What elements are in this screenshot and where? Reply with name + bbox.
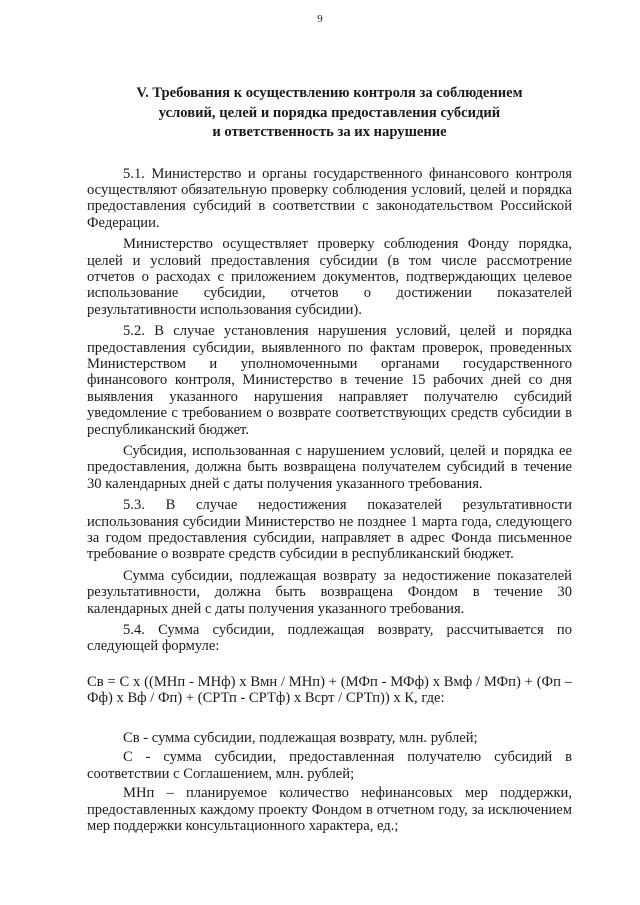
paragraph-return-indicators: Сумма субсидии, подлежащая возврату за недостижение показателей результативности, должна быть возвращена Фондом в течение 30 календарных дней с даты получения указанного требования. [87,567,572,617]
paragraph-5-1: 5.1. Министерство и органы государственного финансового контроля осуществляют обязательную проверку соблюдения условий, целей и порядка предоставления субсидий в соответствии с законодательством Российской Федерации. [87,165,572,231]
paragraph-5-4: 5.4. Сумма субсидии, подлежащая возврату, рассчитывается по следующей формуле: [87,622,572,655]
page-number: 9 [317,13,323,25]
paragraph-5-3: 5.3. В случае недостижения показателей результативности использования субсидии Министерство не позднее 1 марта года, следующего за годом предоставления субсидии, направляет в адрес Фонда письменное требование о возврате средств субсидии в республиканский бюджет. [87,497,572,563]
paragraph-return-violation: Субсидия, использованная с нарушением условий, целей и порядка ее предоставления, должна быть возвращена получателем субсидий в течение 30 календарных дней с даты получения указанного требования. [87,443,572,492]
definition-sv: Св - сумма субсидии, подлежащая возврату, млн. рублей; [123,730,478,747]
heading-line-3: и ответственность за их нарушение [212,124,447,140]
definition-mnp: МНп – планируемое количество нефинансовых мер поддержки, предоставленных каждому проекту Фондом в отчетном году, за исключением мер поддержки консультационного характера, ед.; [87,785,572,835]
heading-line-2: условий, целей и порядка предоставления субсидий [158,104,501,121]
paragraph-5-2: 5.2. В случае установления нарушения условий, целей и порядка предоставления субсидии, выявленного по фактам проверок, проведенных Министерством и уполномоченными органами государственного финансового контроля, Министерство в течение 15 рабочих дней со дня выявления указанного нарушения направляет получателю субсидий уведомление с требованием о возврате соответствующих средств субсидии в республиканский бюджет. [87,323,572,438]
return-formula: Св = С x ((МНп - МНф) x Вмн / МНп) + (МФп - МФф) x Вмф / МФп) + (Фп – Фф) x Вф / Фп) + (СРТп - СРТф) x Вcрт / СРТп)) x К, где: [87,673,572,707]
document-body [87,84,572,838]
section-heading [87,84,572,143]
heading-line-1: V. Требования к осуществлению контроля за соблюдением [136,85,523,101]
paragraph-ministry-check: Министерство осуществляет проверку соблюдения Фонду порядка, целей и условий предоставления субсидии (в том числе рассмотрение отчетов о расходах с приложением документов, подтверждающих целевое использование субсидии, отчетов о достижении показателей результативности использования субсидии). [87,236,572,318]
definition-c: С - сумма субсидии, предоставленная получателю субсидий в соответствии с Соглашением, млн. рублей; [87,749,572,782]
